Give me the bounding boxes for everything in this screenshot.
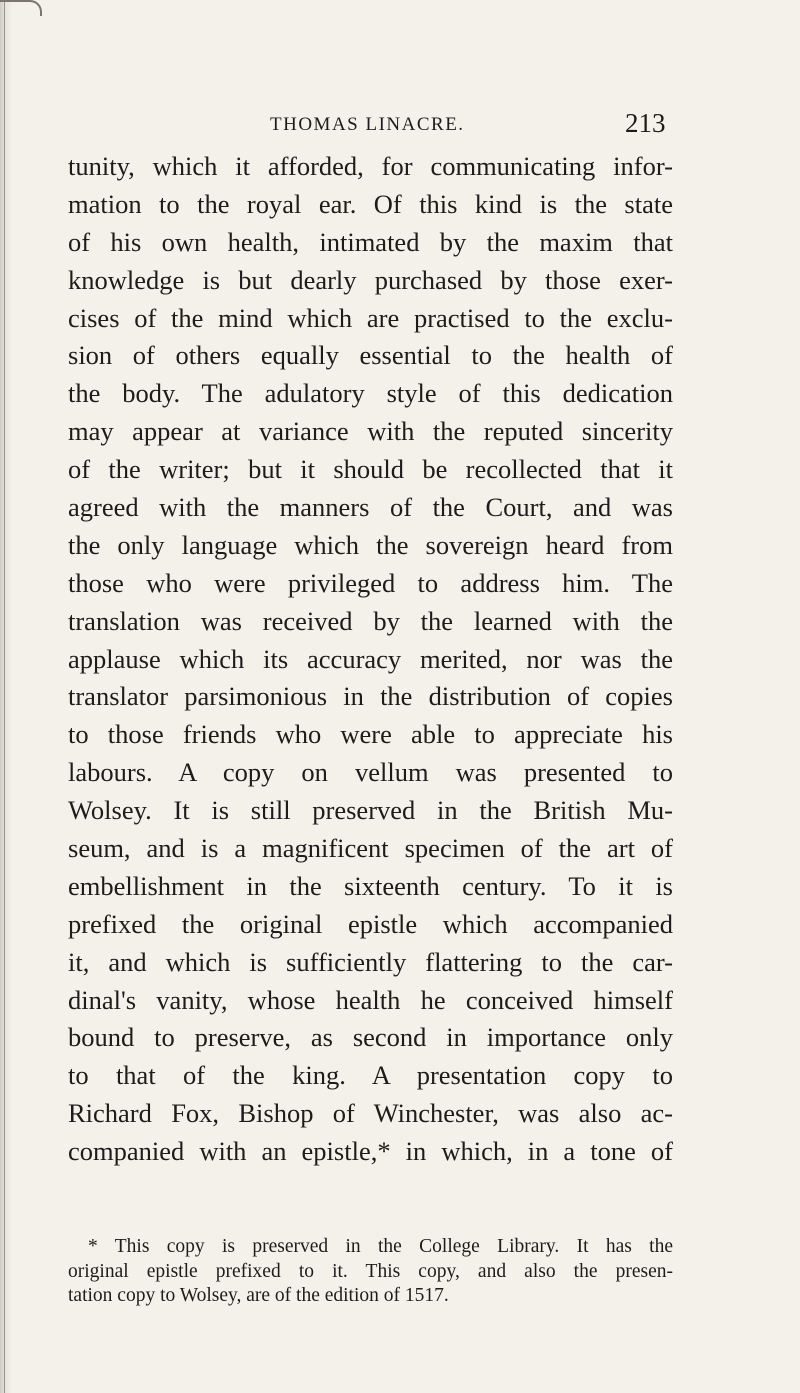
text-line: knowledge is but dearly purchased by those exer- bbox=[68, 264, 673, 295]
text-line: to those friends who were able to appreciate his bbox=[68, 719, 673, 750]
text-line: of his own health, intimated by the maxim that bbox=[68, 226, 673, 257]
footnote-line: original epistle prefixed to it. This copy, and also the presen- bbox=[68, 1260, 673, 1282]
text-line: prefixed the original epistle which accompanied bbox=[68, 908, 673, 939]
text-line: the body. The adulatory style of this dedication bbox=[68, 378, 673, 409]
text-line: of the writer; but it should be recollected that it bbox=[68, 454, 673, 485]
text-line: labours. A copy on vellum was presented to bbox=[68, 757, 673, 788]
page-corner-mark bbox=[0, 0, 42, 16]
text-line: may appear at variance with the reputed sincerity bbox=[68, 416, 673, 447]
text-line: those who were privileged to address him. The bbox=[68, 567, 673, 598]
text-line: Richard Fox, Bishop of Winchester, was also ac- bbox=[68, 1098, 673, 1129]
text-line: mation to the royal ear. Of this kind is the state bbox=[68, 188, 673, 219]
page-header bbox=[0, 108, 800, 142]
text-line: tunity, which it afforded, for communicating infor- bbox=[68, 151, 673, 181]
text-line: agreed with the manners of the Court, and was bbox=[68, 492, 673, 523]
text-line: to that of the king. A presentation copy to bbox=[68, 1060, 673, 1091]
page-gutter-shadow bbox=[0, 0, 12, 1393]
footnote bbox=[68, 1235, 673, 1309]
text-line: sion of others equally essential to the health of bbox=[68, 340, 673, 371]
text-line: Wolsey. It is still preserved in the British Mu- bbox=[68, 795, 673, 826]
text-line: it, and which is sufficiently flattering to the car- bbox=[68, 946, 673, 977]
text-line: translation was received by the learned with the bbox=[68, 605, 673, 636]
text-line: translator parsimonious in the distribution of copies bbox=[68, 681, 673, 712]
text-line: the only language which the sovereign heard from bbox=[68, 529, 673, 560]
text-line: bound to preserve, as second in importance only bbox=[68, 1022, 673, 1053]
running-head: THOMAS LINACRE. bbox=[270, 114, 465, 135]
text-line: applause which its accuracy merited, nor was the bbox=[68, 643, 673, 674]
footnote-line: tation copy to Wolsey, are of the edition of 1517. bbox=[68, 1285, 449, 1306]
body-text bbox=[68, 148, 673, 1171]
footnote-line: * This copy is preserved in the College Library. It has the bbox=[88, 1236, 673, 1257]
binding-edge bbox=[4, 0, 5, 1393]
page-number: 213 bbox=[625, 108, 666, 138]
text-line: seum, and is a magnificent specimen of the art of bbox=[68, 833, 673, 864]
text-line: cises of the mind which are practised to the exclu- bbox=[68, 302, 673, 333]
text-line: dinal's vanity, whose health he conceived himself bbox=[68, 984, 673, 1015]
text-line: companied with an epistle,* in which, in a tone of bbox=[68, 1136, 673, 1167]
text-line: embellishment in the sixteenth century. To it is bbox=[68, 870, 673, 901]
